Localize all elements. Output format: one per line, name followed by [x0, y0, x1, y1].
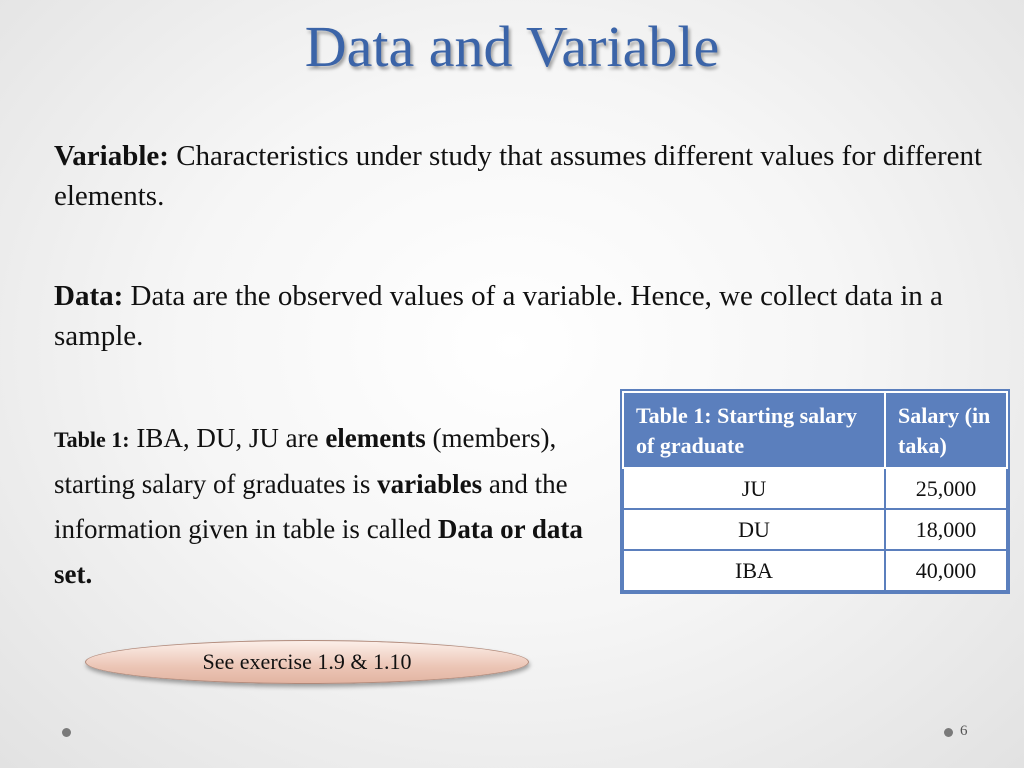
- explanation-text-1: IBA, DU, JU are: [129, 423, 326, 453]
- table-row: [623, 468, 1007, 509]
- table-cell-institution: JU: [623, 468, 885, 509]
- table-cell-salary: 18,000: [885, 509, 1007, 550]
- footer-dot-left: [62, 728, 71, 737]
- salary-table: [622, 391, 1008, 592]
- explanation-text-3: and the information given in table is called: [54, 469, 568, 544]
- explanation-variables: variables: [377, 469, 483, 499]
- data-text: Data are the observed values of a variable. Hence, we collect data in a sample.: [54, 280, 943, 352]
- see-exercise-button[interactable]: See exercise 1.9 & 1.10: [85, 640, 529, 684]
- page-number: 6: [960, 723, 968, 739]
- table-cell-salary: 25,000: [885, 468, 1007, 509]
- table-header-institution: Table 1: Starting salary of graduate: [623, 392, 885, 468]
- data-label: Data:: [54, 280, 124, 312]
- explanation-elements: elements: [325, 423, 426, 453]
- table-row: [623, 550, 1007, 591]
- table-row: [623, 509, 1007, 550]
- explanation-text-2: (members), starting salary of graduates is: [54, 423, 557, 499]
- table-cell-institution: DU: [623, 509, 885, 550]
- table-explanation: [54, 416, 584, 597]
- variable-definition: [54, 136, 1004, 216]
- table-header-salary: Salary (in taka): [885, 392, 1007, 468]
- variable-text: Characteristics under study that assumes different values for different elements.: [54, 140, 983, 212]
- slide-title: Data and Variable: [304, 14, 720, 79]
- variable-label: Variable:: [54, 140, 169, 172]
- data-definition: [54, 276, 1004, 356]
- table-cell-institution: IBA: [623, 550, 885, 591]
- table-cell-salary: 40,000: [885, 550, 1007, 591]
- explanation-data-set: Data or data set.: [54, 514, 583, 589]
- explanation-lead: Table 1:: [54, 427, 130, 452]
- footer-dot-right: [944, 728, 953, 737]
- table-header-row: [623, 392, 1007, 468]
